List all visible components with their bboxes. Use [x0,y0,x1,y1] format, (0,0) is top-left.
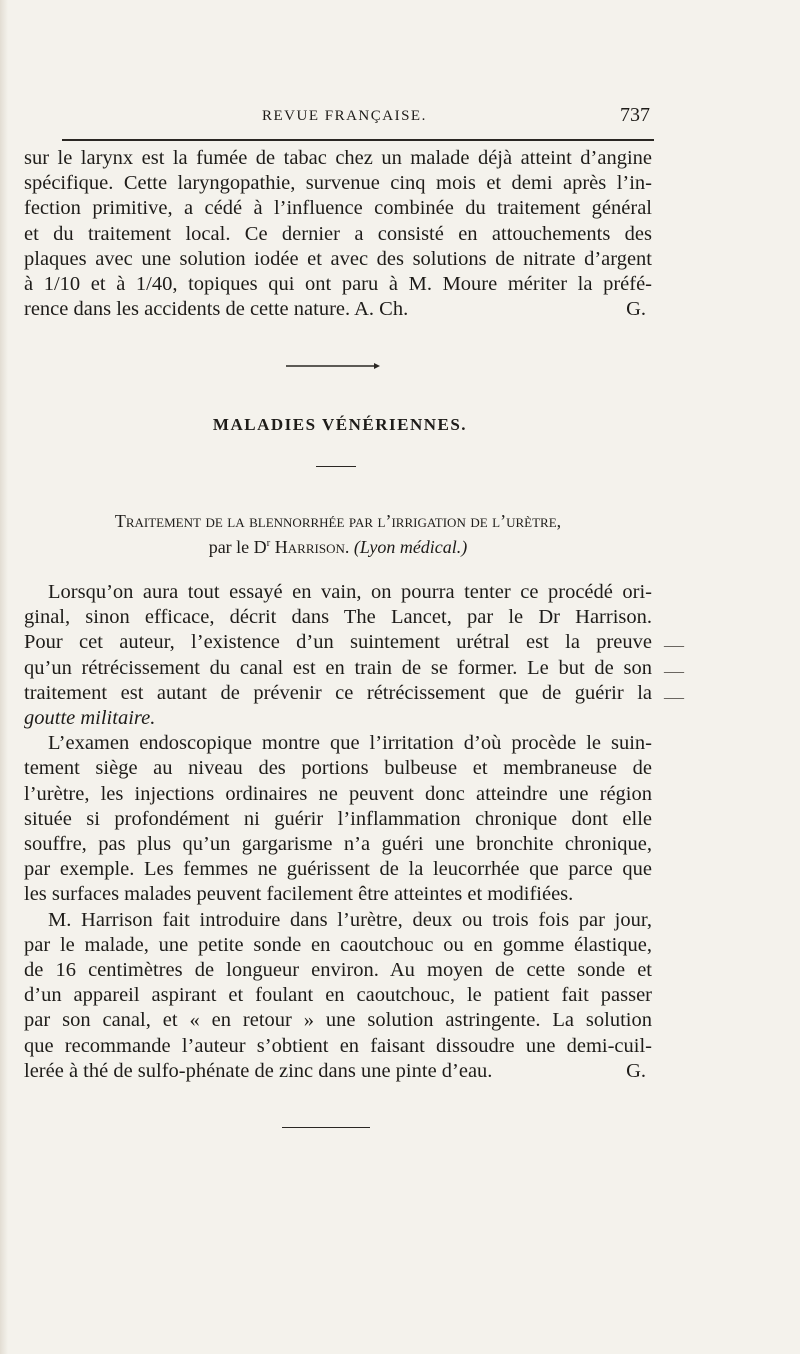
text-line: à 1/10 et à 1/40, topiques qui ont paru à M. Moure mériter la préfé- [24,273,652,296]
margin-marks [664,632,684,710]
text-line: et du traitement local. Ce dernier a consisté en attouchements des [24,222,652,245]
article-body [24,580,652,1084]
margin-dash: — [664,660,684,682]
section-rule [316,466,356,467]
text-line [24,706,652,731]
last-line-text: rence dans les accidents de cette nature. A. Ch. [24,298,409,321]
article-title [24,508,652,560]
text-line: l’urètre, les injections ordinaires ne peuvent donc atteindre une région [24,782,652,805]
text-line: située si profondément ni guérir l’inflammation chronique dont elle [24,807,652,830]
text-line [24,1059,652,1084]
text-line: Lorsqu’on aura tout essayé en vain, on pourra tenter ce procédé ori- [48,581,652,603]
margin-dash: — [664,686,684,708]
page-number: 737 [620,104,650,126]
section-ornament [282,360,382,372]
text-line: plaques avec une solution iodée et avec des solutions de nitrate d’argent [24,247,652,270]
text-line: spécifique. Cette laryngopathie, survenue cinq mois et demi après l’in- [24,172,652,195]
article-byline [24,534,652,560]
last-line-text: lerée à thé de sulfo-phénate de zinc dans une pinte d’eau. [24,1059,493,1082]
section-title: MALADIES VÉNÉRIENNES. [212,415,468,434]
text-line: L’examen endoscopique montre que l’irritation d’où procède le suin- [48,732,652,755]
text-line: fection primitive, a cédé à l’influence combinée du traitement général [24,197,652,220]
end-rule [282,1127,370,1128]
signature: G. [626,1059,646,1082]
margin-dash: — [664,634,684,656]
byline-sup: r [266,537,271,549]
text-line: par exemple. Les femmes ne guérissent de la leucorrhée que parce que [24,858,652,881]
byline-prefix: par le D [208,537,267,557]
italic-phrase: goutte militaire. [24,707,156,730]
page-edge-shadow [0,0,8,1354]
text-line: que recommande l’auteur s’obtient en faisant dissoudre une demi-cuil- [24,1034,652,1057]
text-line: sur le larynx est la fumée de tabac chez un malade déjà atteint d’angine [24,147,652,169]
text-line: les surfaces malades peuvent facilement être atteintes et modifiées. [24,883,574,906]
text-line: par son canal, et « en retour » une solution astringente. La solution [24,1009,652,1032]
article-title-line: Traitement de la blennorrhée par l’irrigation de l’urètre, [114,511,562,531]
text-line: tement siège au niveau des portions bulbeuse et membraneuse de [24,757,652,780]
running-title: REVUE FRANÇAISE. [262,108,427,124]
text-line: qu’un rétrécissement du canal est en train de se former. Le but de son [24,656,652,679]
text-line: d’un appareil aspirant et foulant en caoutchouc, le patient fait passer [24,984,652,1007]
text-line: traitement est autant de prévenir ce rétrécissement que de guérir la [24,681,652,704]
text-line: Pour cet auteur, l’existence d’un suintement urétral est la preuve [24,631,652,654]
text-line: par le malade, une petite sonde en caoutchouc ou en gomme élastique, [24,933,652,956]
text-line: souffre, pas plus qu’un gargarisme n’a guéri une bronchite chronique, [24,833,652,856]
byline-author: Harrison. [274,537,350,557]
text-line: ginal, sinon efficace, décrit dans The Lancet, par le Dr Harrison. [24,606,652,629]
text-line: de 16 centimètres de longueur environ. Au moyen de cette sonde et [24,959,652,982]
header-rule [62,139,654,141]
intro-paragraph [24,146,652,322]
byline-source: (Lyon médical.) [353,537,468,557]
text-line [24,297,652,322]
signature: G. [626,298,646,321]
text-line: M. Harrison fait introduire dans l’urètre, deux ou trois fois par jour, [48,908,652,931]
